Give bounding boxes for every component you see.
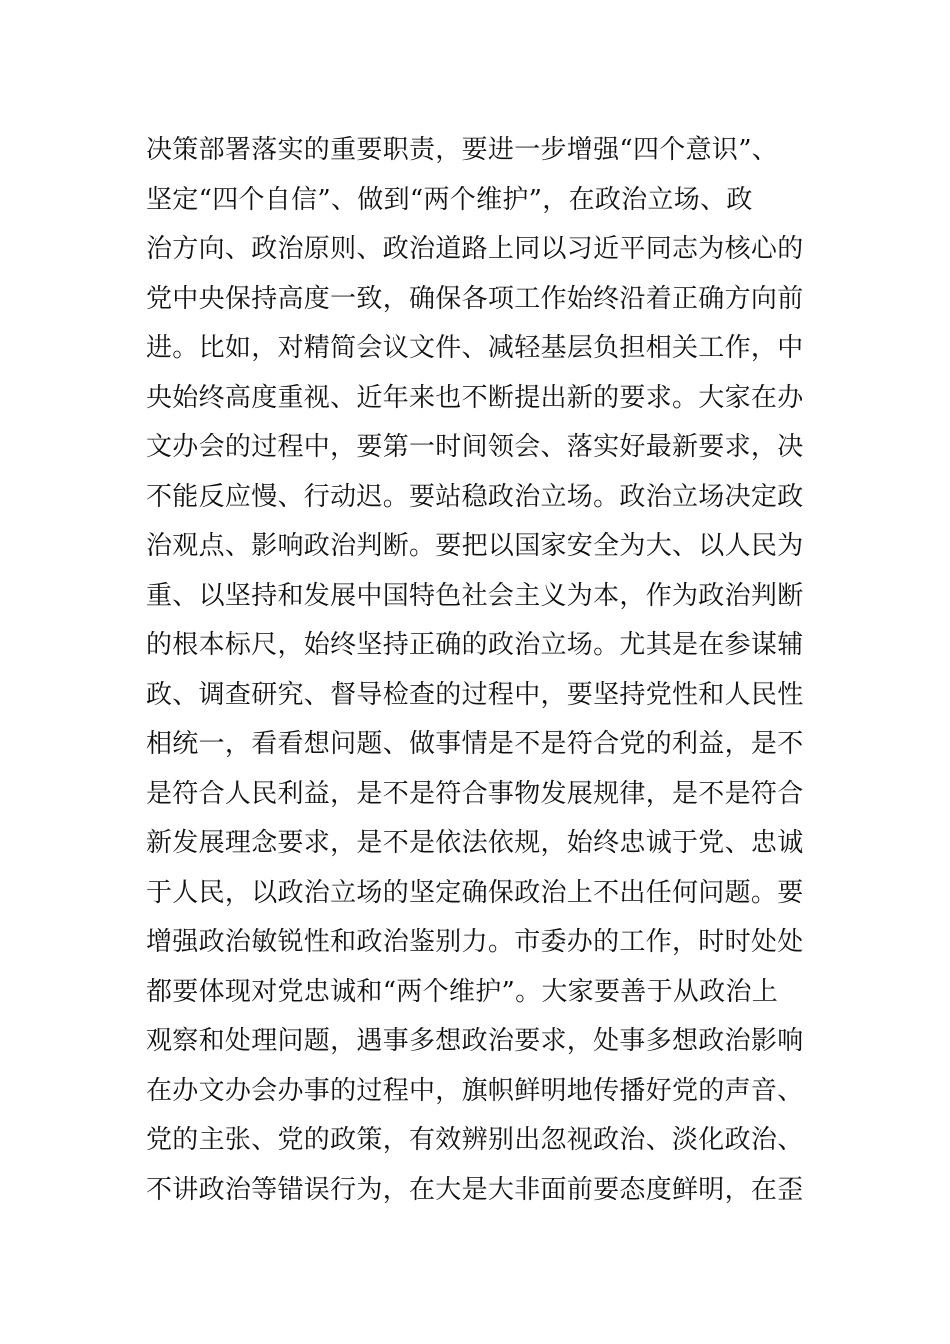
text-line: 党中央保持高度一致，确保各项工作始终沿着正确方向前 (146, 283, 804, 314)
text-line: 都要体现对党忠诚和“两个维护”。大家要善于从政治上 (146, 976, 779, 1007)
text-line: 进。比如，对精简会议文件、减轻基层负担相关工作，中 (146, 333, 804, 363)
text-line: 治观点、影响政治判断。要把以国家安全为大、以人民为 (146, 531, 804, 561)
text-line: 坚定“四个自信”、做到“两个维护”，在政治立场、政 (146, 184, 753, 215)
text-line: 重、以坚持和发展中国特色社会主义为本，作为政治判断 (146, 580, 804, 611)
body-text (146, 126, 816, 1215)
text-line: 在办文办会办事的过程中，旗帜鲜明地传播好党的声音、 (146, 1075, 804, 1106)
text-line: 观察和处理问题，遇事多想政治要求，处事多想政治影响 (146, 1026, 804, 1056)
text-line: 增强政治敏锐性和政治鉴别力。市委办的工作，时时处处 (146, 927, 804, 957)
text-line: 决策部署落实的重要职责，要进一步增强“四个意识”、 (146, 135, 779, 165)
text-line: 治方向、政治原则、政治道路上同以习近平同志为核心的 (146, 234, 804, 264)
text-line: 于人民，以政治立场的坚定确保政治上不出任何问题。要 (146, 877, 804, 908)
text-line: 党的主张、党的政策，有效辨别出忽视政治、淡化政治、 (146, 1125, 804, 1155)
text-line: 央始终高度重视、近年来也不断提出新的要求。大家在办 (146, 382, 804, 413)
text-line: 新发展理念要求，是不是依法依规，始终忠诚于党、忠诚 (146, 828, 804, 858)
text-line: 是符合人民利益，是不是符合事物发展规律，是不是符合 (146, 778, 804, 809)
text-line: 的根本标尺，始终坚持正确的政治立场。尤其是在参谋辅 (146, 630, 804, 660)
text-line: 不讲政治等错误行为，在大是大非面前要态度鲜明，在歪 (146, 1174, 804, 1205)
text-line: 不能反应慢、行动迟。要站稳政治立场。政治立场决定政 (146, 481, 804, 512)
text-line: 文办会的过程中，要第一时间领会、落实好最新要求，决 (146, 432, 804, 462)
text-line: 相统一，看看想问题、做事情是不是符合党的利益，是不 (146, 729, 804, 759)
text-line: 政、调查研究、督导检查的过程中，要坚持党性和人民性 (146, 679, 804, 710)
